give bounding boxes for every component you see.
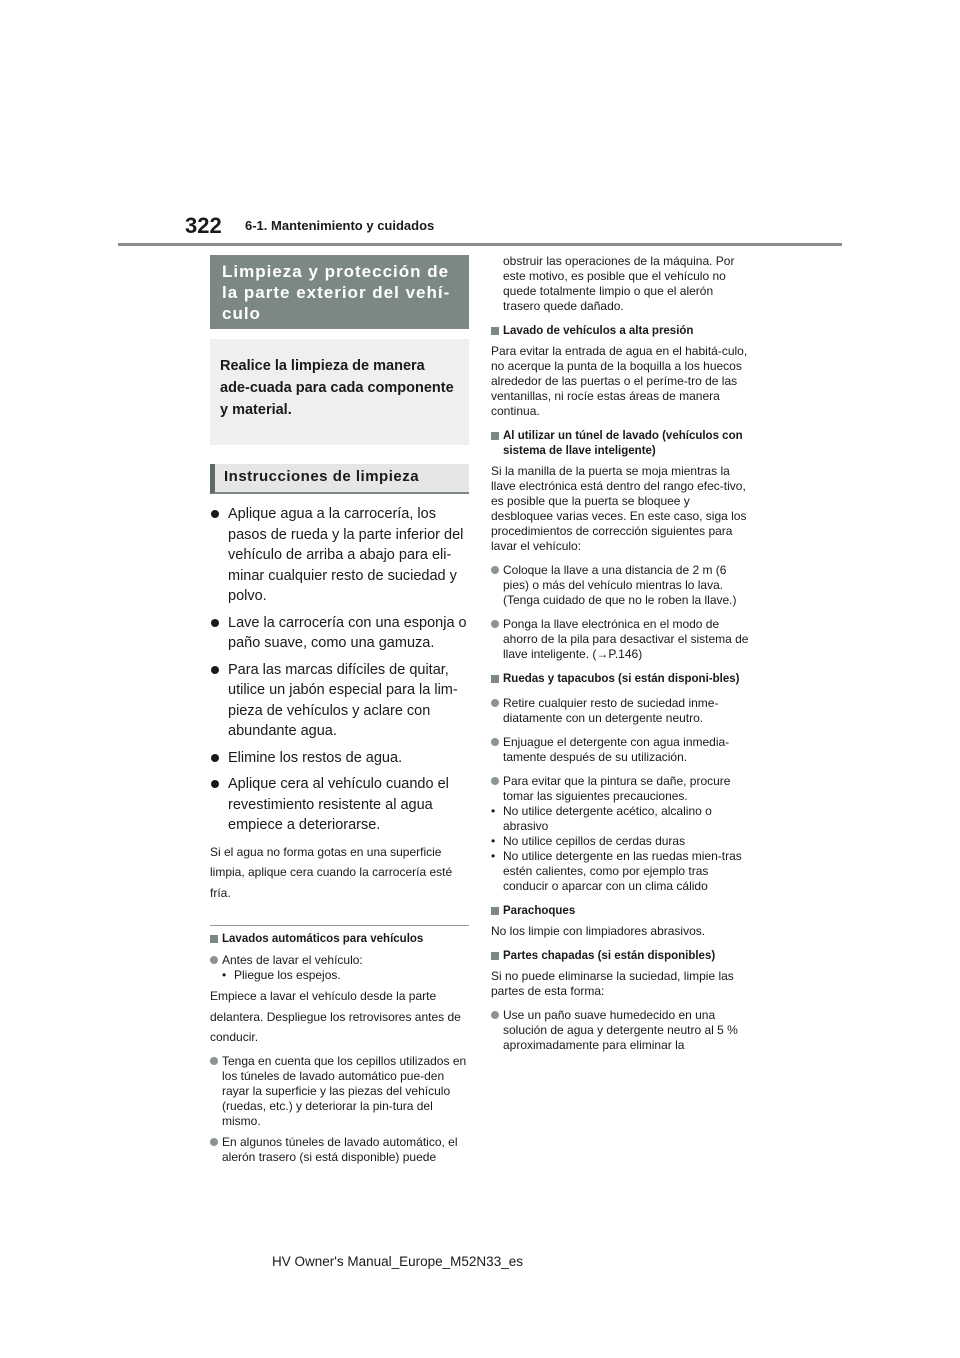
car-wash-tunnel-heading: Al utilizar un túnel de lavado (vehículos con sistema de llave inteligente): [491, 429, 749, 459]
high-pressure-heading: Lavado de vehículos a alta presión: [491, 324, 749, 339]
bumpers-heading: Parachoques: [491, 904, 749, 919]
list-item: Enjuague el detergente con agua inmedia-tamente después de su utilización.: [491, 735, 749, 765]
right-column: [491, 254, 749, 1053]
list-item: Lave la carrocería con una esponja o paño suave, como una gamuza.: [210, 613, 469, 654]
footer-manual-id: HV Owner's Manual_Europe_M52N33_es: [272, 1254, 523, 1269]
auto-wash-heading: Lavados automáticos para vehículos: [210, 932, 469, 947]
list-item: En algunos túneles de lavado automático, el alerón trasero (si está disponible) puede: [210, 1135, 469, 1165]
section-title: 6-1. Mantenimiento y cuidados: [245, 218, 435, 233]
square-bullet-icon: [491, 432, 499, 440]
circle-bullet-icon: [491, 566, 499, 574]
wheels-heading: Ruedas y tapacubos (si están disponi-bles): [491, 672, 749, 687]
cleaning-steps: [210, 504, 469, 836]
precautions-list: [491, 804, 749, 894]
circle-bullet-icon: [210, 1057, 218, 1065]
plated-parts-text: Si no puede eliminarse la suciedad, limpie las partes de esta forma:: [491, 969, 734, 998]
list-item: Use un paño suave humedecido en una solución de agua y detergente neutro al 5 % aproximadamente para eliminar la: [491, 1008, 749, 1053]
circle-bullet-icon: [491, 620, 499, 628]
cleaning-instructions-heading: Instrucciones de limpieza: [210, 464, 469, 494]
bullet-icon: [211, 666, 219, 674]
square-bullet-icon: [210, 935, 218, 943]
bullet-icon: [211, 780, 219, 788]
list-item: Retire cualquier resto de suciedad inme-diatamente con un detergente neutro.: [491, 696, 749, 726]
bullet-icon: [211, 619, 219, 627]
wax-note: Si el agua no forma gotas en una superficie limpia, aplique cera cuando la carrocería esté fría.: [210, 844, 453, 900]
car-wash-tunnel-text: Si la manilla de la puerta se moja mientras la llave electrónica está dentro del rango efec-tivo, es posible que la puerta se bloquee y desbloquee varias veces. En este caso, siga los procedimientos de corrección siguientes para lavar el vehículo:: [491, 464, 747, 553]
square-bullet-icon: [491, 907, 499, 915]
square-bullet-icon: [491, 675, 499, 683]
list-item: Antes de lavar el vehículo: • Pliegue los espejos.: [210, 953, 469, 983]
circle-bullet-icon: [491, 1011, 499, 1019]
list-item: Elimine los restos de agua.: [210, 748, 469, 769]
header-rule: [118, 243, 842, 246]
sub-list-item: • No utilice detergente en las ruedas mien-tras estén calientes, como por ejemplo tras conducir o aparcar con un clima cálido: [491, 849, 749, 894]
list-item: Ponga la llave electrónica en el modo de ahorro de la pila para desactivar el sistema de llave inteligente. (→P.146): [491, 617, 749, 662]
auto-wash-paragraph: Empiece a lavar el vehículo desde la parte delantera. Despliegue los retrovisores antes de conducir.: [210, 989, 461, 1044]
circle-bullet-icon: [491, 777, 499, 785]
list-item: Aplique agua a la carrocería, los pasos de rueda y la parte inferior del vehículo de arriba a abajo para eli-minar cualquier resto de suciedad y polvo.: [210, 504, 469, 607]
circle-bullet-icon: [210, 956, 218, 964]
sub-list-item: • No utilice cepillos de cerdas duras: [491, 834, 749, 849]
divider: [210, 925, 469, 926]
list-item: Aplique cera al vehículo cuando el revestimiento resistente al agua empiece a deteriorarse.: [210, 774, 469, 836]
list-item: Coloque la llave a una distancia de 2 m (6 pies) o más del vehículo mientras lo lava. (Tenga cuidado de que no le roben la llave.): [491, 563, 749, 608]
chapter-title: Limpieza y protección de la parte exterior del vehí-culo: [210, 255, 469, 329]
continuation-text: obstruir las operaciones de la máquina. Por este motivo, es posible que el vehículo no quede totalmente limpio o que el alerón trasero quede dañado.: [503, 254, 735, 313]
circle-bullet-icon: [210, 1138, 218, 1146]
square-bullet-icon: [491, 327, 499, 335]
list-item: Tenga en cuenta que los cepillos utilizados en los túneles de lavado automático pue-den rayar la superficie y las piezas del vehículo (ruedas, etc.) y deteriorar la pin-tura del mismo.: [210, 1054, 469, 1129]
page-number: 322: [185, 213, 222, 238]
high-pressure-text: Para evitar la entrada de agua en el habitá-culo, no acerque la punta de la boquilla a los huecos alrededor de las puertas o el períme-tro de las ventanillas, ni rocíe estas áreas de manera continua.: [491, 344, 748, 418]
left-column: [210, 255, 469, 1165]
plated-parts-heading: Partes chapadas (si están disponibles): [491, 949, 749, 964]
circle-bullet-icon: [491, 738, 499, 746]
bumpers-text: No los limpie con limpiadores abrasivos.: [491, 924, 706, 938]
intro-box: Realice la limpieza de manera ade-cuada para cada componente y material.: [210, 339, 469, 445]
sub-list-item: • No utilice detergente acético, alcalino o abrasivo: [491, 804, 749, 834]
list-item: Para evitar que la pintura se dañe, procure tomar las siguientes precauciones.: [491, 774, 749, 804]
square-bullet-icon: [491, 952, 499, 960]
circle-bullet-icon: [491, 699, 499, 707]
bullet-icon: [211, 754, 219, 762]
list-item: Para las marcas difíciles de quitar, utilice un jabón especial para la lim-pieza de vehículos y aclare con abundante agua.: [210, 660, 469, 742]
sub-list-item: • Pliegue los espejos.: [222, 968, 469, 983]
bullet-icon: [211, 510, 219, 518]
